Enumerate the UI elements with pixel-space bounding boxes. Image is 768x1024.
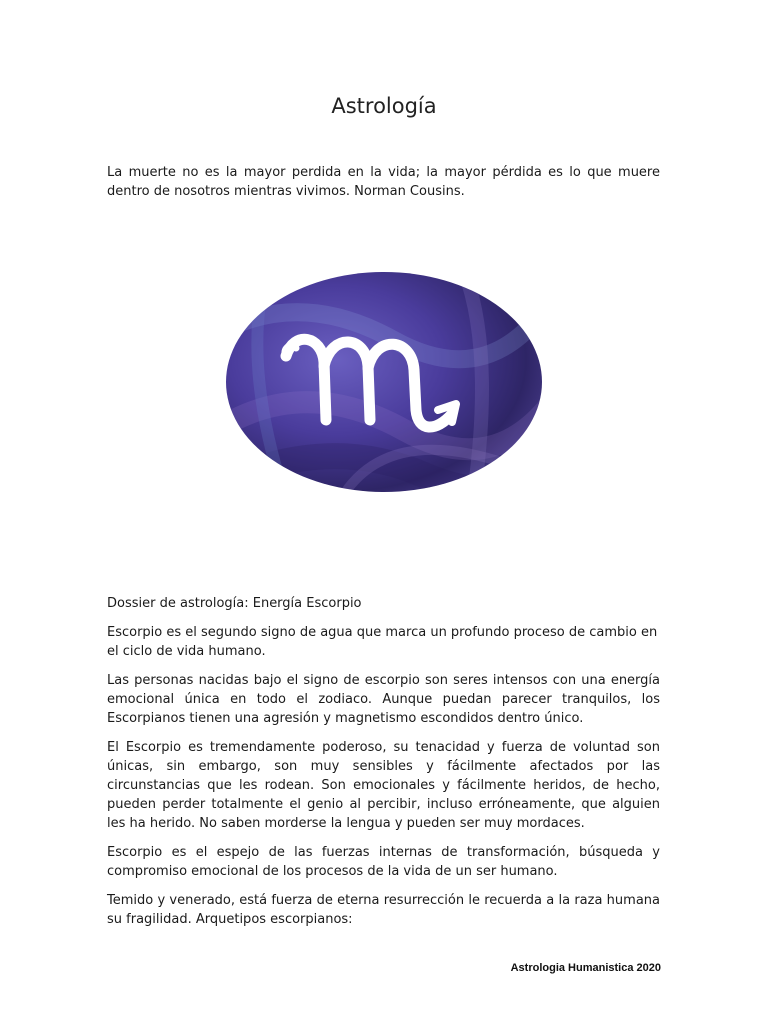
- body-text: [107, 594, 660, 939]
- paragraph: Temido y venerado, está fuerza de eterna resurrección le recuerda a la raza humana su fragilidad. Arquetipos escorpianos:: [107, 893, 660, 927]
- opening-quote: La muerte no es la mayor perdida en la vida; la mayor pérdida es lo que muere dentro de nosotros mientras vivimos. Norman Cousins.: [107, 165, 660, 199]
- scorpio-symbol-icon: [224, 270, 544, 494]
- paragraph: Escorpio es el segundo signo de agua que marca un profundo proceso de cambio en el ciclo de vida humano.: [107, 625, 658, 659]
- section-heading: Dossier de astrología: Energía Escorpio: [107, 596, 362, 611]
- page-footer: Astrologia Humanistica 2020: [510, 962, 661, 974]
- paragraph: El Escorpio es tremendamente poderoso, su tenacidad y fuerza de voluntad son únicas, sin embargo, son muy sensibles y fácilmente afectados por las circunstancias que les rodean. Son emocionales y fácilmente heridos, de hecho, pueden perder totalmente el genio al percibir, incluso erróneamente, que alguien les ha herido. No saben morderse la lengua y pueden ser muy mordaces.: [107, 740, 660, 831]
- paragraph: Las personas nacidas bajo el signo de escorpio son seres intensos con una energía emocional única en todo el zodiaco. Aunque puedan parecer tranquilos, los Escorpianos tienen una agresión y magnetismo escondidos dentro único.: [107, 673, 660, 726]
- page-title: Astrología: [331, 94, 437, 118]
- paragraph: Escorpio es el espejo de las fuerzas internas de transformación, búsqueda y compromiso emocional de los procesos de la vida de un ser humano.: [107, 845, 660, 879]
